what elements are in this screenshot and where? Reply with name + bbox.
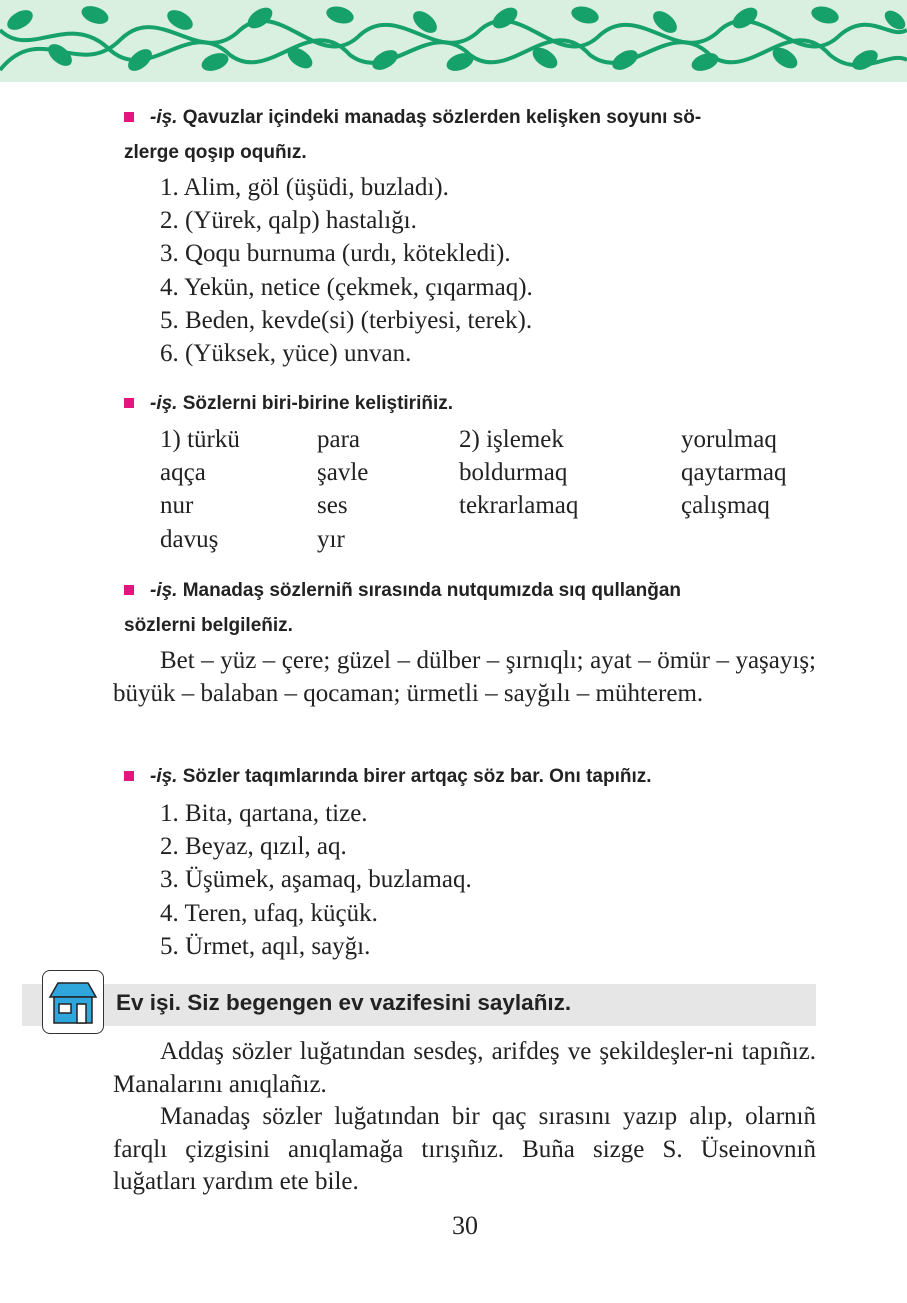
floral-ornament-icon [0, 0, 907, 82]
list-item: 5. Beden, kevde(si) (terbiyesi, terek). [160, 306, 533, 334]
exercise-title-line: Sözler taqımlarında birer artqaç söz bar. Onı tapıñız. [182, 766, 652, 787]
grid-cell: nur [160, 492, 194, 520]
grid-cell: tekrarlamaq [459, 492, 579, 520]
bullet-icon [124, 585, 134, 595]
paragraph: Manadaş sözler luğatından bir qaç sırasını yazıp alıp, olarnıñ farqlı çizgisini anıqlamağa tırışıñız. Buña sizge S. Üseinovnıñ luğatları yardım ete bile. [113, 1103, 816, 1195]
grid-cell: 1) türkü [160, 426, 240, 453]
grid-row [160, 489, 820, 522]
grid-cell: davuş [160, 525, 219, 553]
grid-cell: şavle [317, 459, 369, 487]
exercise-1-list [160, 171, 533, 370]
page-number: 30 [452, 1211, 478, 1240]
grid-cell: yır [317, 525, 345, 553]
grid-row [160, 456, 820, 489]
bullet-icon [124, 112, 134, 122]
grid-cell: yorulmaq [681, 426, 777, 453]
exercise-number: -iş. [150, 580, 178, 601]
grid-cell: para [317, 426, 361, 453]
grid-cell: ses [317, 492, 348, 520]
list-item: 2. Beyaz, qızıl, aq. [160, 833, 347, 861]
house-icon [47, 977, 99, 1027]
list-item: 6. (Yüksek, yüce) unvan. [160, 340, 412, 368]
exercise-title-line: Manadaş sözlerniñ sırasında nutqumızda sıq qullanğan [182, 580, 682, 601]
grid-cell: aqça [160, 459, 206, 487]
list-item: 5. Ürmet, aqıl, sayğı. [160, 932, 371, 960]
grid-cell: boldurmaq [459, 459, 568, 487]
grid-row [160, 423, 820, 456]
exercise-title-line: Sözlerni biri-birine keliştiriñiz. [182, 393, 454, 414]
bullet-icon [124, 771, 134, 781]
exercise-title-line: sözlerni belgileñiz. [124, 615, 293, 636]
list-item: 3. Qoqu burnuma (urdı, kötekledi). [160, 240, 511, 268]
exercise-4-list [160, 797, 472, 963]
exercise-4-title [124, 759, 814, 794]
grid-cell: çalışmaq [681, 492, 770, 520]
paragraph: Addaş sözler luğatından sesdeş, arifdeş ve şekildeşler-ni tapıñız. Manalarını anıqlañız. [113, 1038, 816, 1098]
floral-banner [0, 0, 907, 82]
exercise-1-title [124, 100, 814, 170]
exercise-number: -iş. [150, 107, 178, 128]
exercise-number: -iş. [150, 766, 178, 787]
exercise-3-paragraph [113, 645, 816, 710]
grid-cell: qaytarmaq [681, 459, 787, 487]
list-item: 1. Bita, qartana, tize. [160, 800, 368, 827]
list-item: 1. Alim, göl (üşüdi, buzladı). [160, 174, 449, 201]
exercise-title-line: zlerge qoşıp oquñız. [124, 142, 307, 163]
exercise-number: -iş. [150, 393, 178, 414]
grid-row [160, 523, 820, 556]
home-icon [42, 970, 104, 1034]
list-item: 2. (Yürek, qalp) hastalığı. [160, 207, 417, 235]
exercise-2-title [124, 386, 814, 421]
list-item: 4. Teren, ufaq, küçük. [160, 899, 378, 927]
grid-cell: 2) işlemek [459, 426, 564, 453]
list-item: 3. Üşümek, aşamaq, buzlamaq. [160, 866, 472, 894]
homework-title: Ev işi. Siz begengen ev vazifesini saylañız. [116, 990, 572, 1015]
exercise-3-title [124, 573, 814, 643]
bullet-icon [124, 398, 134, 408]
exercise-title-line: Qavuzlar içindeki manadaş sözlerden kelişken soyunı sö- [182, 107, 702, 128]
list-item: 4. Yekün, netice (çekmek, çıqarmaq). [160, 273, 533, 301]
homework-text [113, 1036, 816, 1199]
paragraph: Bet – yüz – çere; güzel – dülber – şırnıqlı; ayat – ömür – yaşayış; büyük – balaban – qocaman; ürmetli – sayğılı – mühterem. [113, 647, 816, 707]
word-match-grid [160, 423, 820, 556]
